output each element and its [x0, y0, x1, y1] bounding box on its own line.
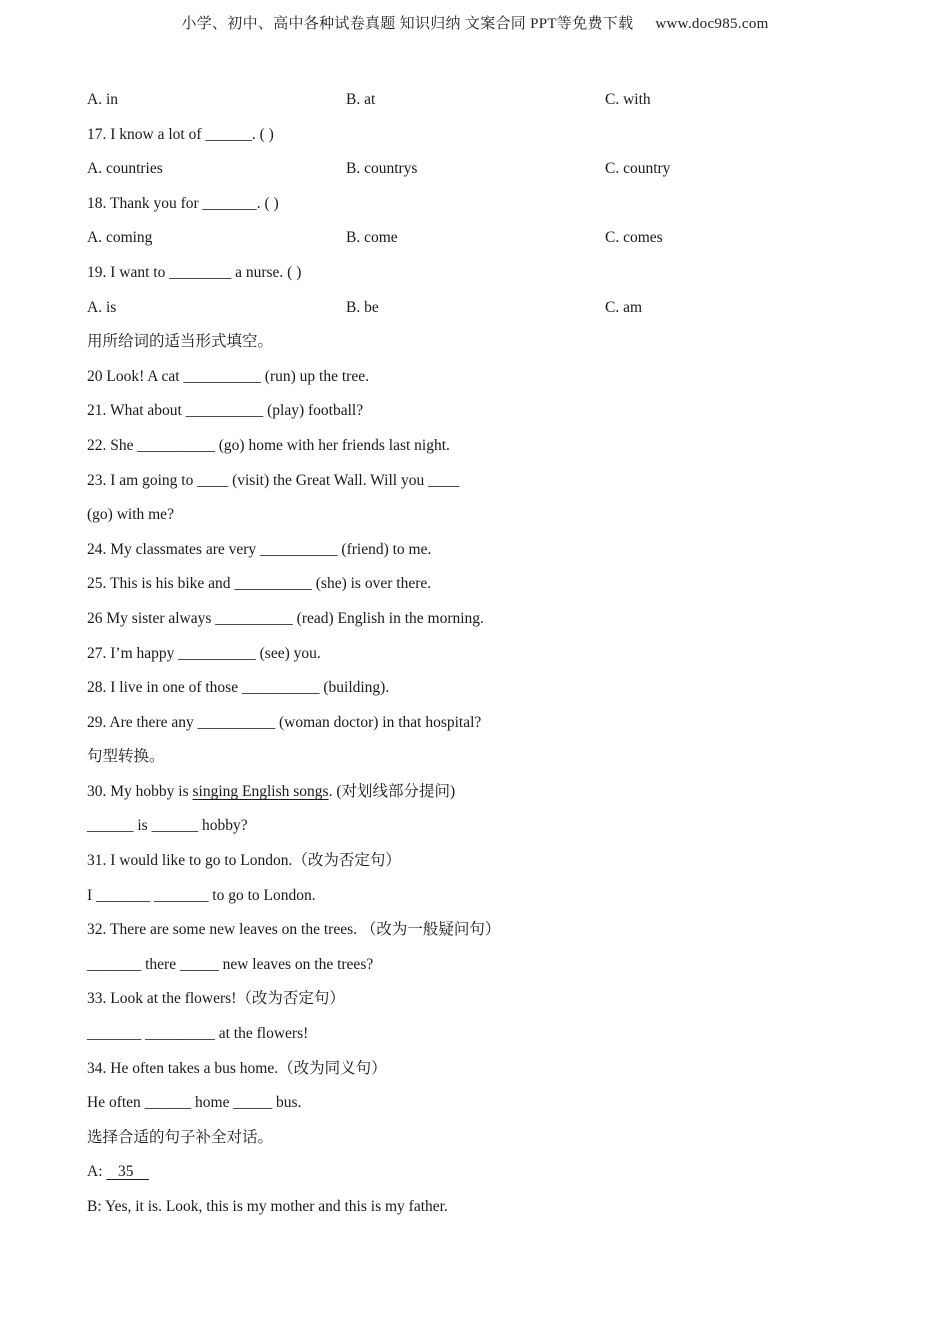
- q31-answer: I _______ _______ to go to London.: [87, 886, 316, 904]
- dialogue-a-line: [87, 1158, 887, 1193]
- q23-text-continued: (go) with me?: [87, 506, 174, 524]
- q32-text: 32. There are some new leaves on the trees. （改为一般疑问句）: [87, 921, 501, 939]
- q29-text: 29. Are there any __________ (woman doctor) in that hospital?: [87, 713, 482, 731]
- q18-options: [87, 224, 887, 259]
- q16-option-b: B. at: [346, 91, 376, 108]
- q18-option-a: A. coming: [87, 229, 153, 247]
- q30-prefix: 30. My hobby is: [87, 782, 193, 800]
- q19-options: [87, 294, 887, 329]
- page-header: [0, 12, 950, 33]
- q18-text: 18. Thank you for _______. ( ): [87, 194, 279, 212]
- q19-option-b: B. be: [346, 298, 379, 316]
- q30-answer: ______ is ______ hobby?: [87, 817, 248, 835]
- q34-answer: He often ______ home _____ bus.: [87, 1094, 302, 1112]
- dialogue-b-line: B: Yes, it is. Look, this is my mother and this is my father.: [87, 1198, 448, 1215]
- q25-text: 25. This is his bike and __________ (she) is over there.: [87, 575, 432, 593]
- section-dialogue-heading: 选择合适的句子补全对话。: [87, 1128, 274, 1146]
- q24-text: 24. My classmates are very __________ (friend) to me.: [87, 540, 432, 558]
- q30-underlined: singing English songs: [192, 782, 329, 800]
- q30-suffix: . (对划线部分提问): [328, 782, 456, 800]
- q17-option-c: C. country: [605, 160, 671, 178]
- q26-text: 26 My sister always __________ (read) English in the morning.: [87, 609, 484, 627]
- dialogue-a-blank: 35: [106, 1163, 149, 1181]
- document-body: [87, 86, 887, 1228]
- q19-text: 19. I want to ________ a nurse. ( ): [87, 263, 302, 281]
- q21-text: 21. What about __________ (play) football?: [87, 402, 364, 420]
- q33-answer: _______ _________ at the flowers!: [87, 1025, 309, 1043]
- header-text: 小学、初中、高中各种试卷真题 知识归纳 文案合同 PPT等免费下载: [181, 16, 634, 32]
- q32-answer: _______ there _____ new leaves on the trees?: [87, 955, 374, 973]
- header-site: www.doc985.com: [655, 16, 769, 32]
- q31-text: 31. I would like to go to London.（改为否定句）: [87, 852, 401, 870]
- q17-option-a: A. countries: [87, 160, 163, 178]
- q34-text: 34. He often takes a bus home.（改为同义句）: [87, 1059, 387, 1077]
- q17-option-b: B. countrys: [346, 160, 418, 178]
- q30-text: [87, 778, 887, 813]
- q20-text: 20 Look! A cat __________ (run) up the tree.: [87, 367, 369, 385]
- section-transform-heading: 句型转换。: [87, 748, 165, 766]
- q18-option-b: B. come: [346, 229, 398, 247]
- q33-text: 33. Look at the flowers!（改为否定句）: [87, 990, 345, 1008]
- q19-option-a: A. is: [87, 298, 117, 316]
- q27-text: 27. I’m happy __________ (see) you.: [87, 644, 321, 662]
- q17-options: [87, 155, 887, 190]
- q23-text: 23. I am going to ____ (visit) the Great Wall. Will you ____: [87, 471, 460, 489]
- q16-option-c: C. with: [605, 91, 651, 108]
- section-fill-heading: 用所给词的适当形式填空。: [87, 333, 274, 351]
- q16-options: [87, 86, 887, 121]
- q18-option-c: C. comes: [605, 229, 663, 247]
- q17-text: 17. I know a lot of ______. ( ): [87, 125, 274, 143]
- q16-option-a: A. in: [87, 91, 118, 108]
- dialogue-a-label: A:: [87, 1163, 107, 1181]
- q22-text: 22. She __________ (go) home with her friends last night.: [87, 436, 450, 454]
- q19-option-c: C. am: [605, 298, 643, 316]
- q28-text: 28. I live in one of those __________ (building).: [87, 679, 390, 697]
